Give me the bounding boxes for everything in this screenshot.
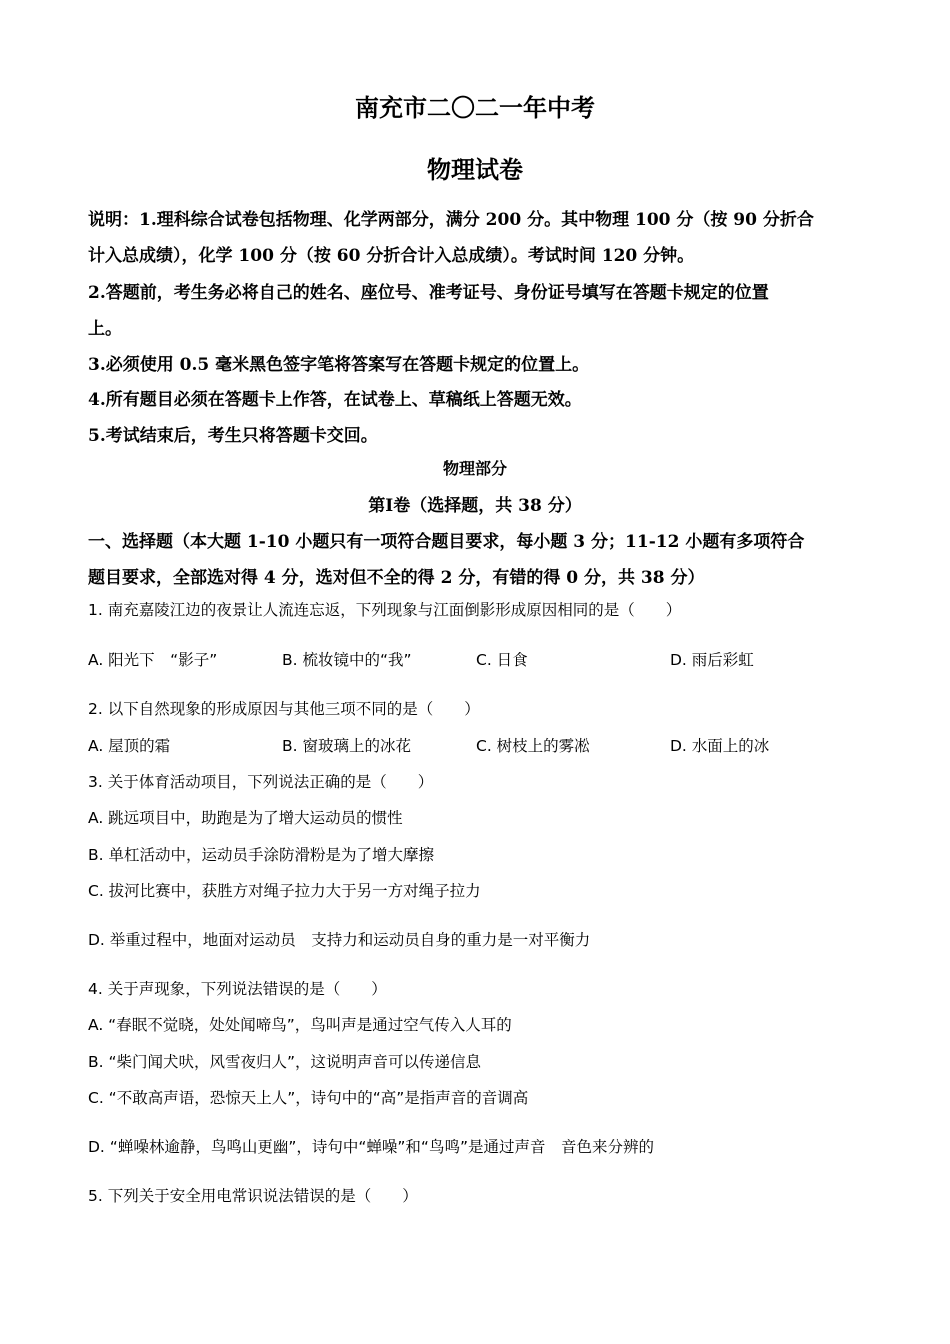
question-stem: 3. 关于体育活动项目，下列说法正确的是（ ）	[88, 773, 434, 791]
page-subtitle: 物理试卷	[427, 155, 523, 184]
question-stem: 2. 以下自然现象的形成原因与其他三项不同的是（ ）	[88, 700, 480, 718]
option-c: C. “不敢高声语，恐惊天上人”，诗句中的“高”是指声音的音调高	[88, 1089, 529, 1107]
option-c: C. 拔河比赛中，获胜方对绳子拉力大于另一方对绳子拉力	[88, 882, 481, 900]
instruction-line: 3.必须使用 0.5 毫米黑色签字笔将答案写在答题卡规定的位置上。	[88, 355, 590, 375]
option-c: C. 日食	[476, 651, 528, 669]
option-a: A. 阳光下 “影子”	[88, 651, 218, 669]
instruction-line: 计入总成绩），化学 100 分（按 60 分折合计入总成绩）。考试时间 120 分钟。	[88, 246, 695, 266]
section-heading: 一、选择题（本大题 1-10 小题只有一项符合题目要求，每小题 3 分；11-12 小题有多项符合	[88, 532, 805, 552]
option-a: A. “春眠不觉晓，处处闻啼鸟”，鸟叫声是通过空气传入人耳的	[88, 1016, 512, 1034]
option-b: B. “柴门闻犬吠，风雪夜归人”，这说明声音可以传递信息	[88, 1053, 482, 1071]
option-b: B. 单杠活动中，运动员手涂防滑粉是为了增大摩擦	[88, 846, 434, 864]
option-b: B. 窗玻璃上的冰花	[282, 737, 411, 755]
question-stem: 4. 关于声现象，下列说法错误的是（ ）	[88, 980, 387, 998]
instruction-line: 5.考试结束后，考生只将答题卡交回。	[88, 426, 378, 446]
page-title: 南充市二〇二一年中考	[355, 93, 595, 122]
section-part: 物理部分	[442, 459, 507, 478]
option-d: D. 举重过程中，地面对运动员 支持力和运动员自身的重力是一对平衡力	[88, 931, 591, 949]
option-c: C. 树枝上的雾凇	[476, 737, 590, 755]
section-heading: 题目要求，全部选对得 4 分，选对但不全的得 2 分，有错的得 0 分，共 38 分）	[88, 568, 705, 588]
instruction-line: 4.所有题目必须在答题卡上作答，在试卷上、草稿纸上答题无效。	[88, 390, 582, 410]
option-d: D. 水面上的冰	[670, 737, 770, 755]
instruction-line: 2.答题前，考生务必将自己的姓名、座位号、准考证号、身份证号填写在答题卡规定的位置	[88, 283, 769, 303]
question-stem: 5. 下列关于安全用电常识说法错误的是（ ）	[88, 1187, 418, 1205]
option-d: D. 雨后彩虹	[670, 651, 754, 669]
option-d: D. “蝉噪林逾静，鸟鸣山更幽”，诗句中“蝉噪”和“鸟鸣”是通过声音 音色来分辨的	[88, 1138, 654, 1156]
section-volume: 第Ⅰ卷（选择题，共 38 分）	[368, 496, 582, 516]
option-a: A. 跳远项目中，助跑是为了增大运动员的惯性	[88, 809, 403, 827]
option-b: B. 梳妆镜中的“我”	[282, 651, 412, 669]
instruction-line: 说明：1.理科综合试卷包括物理、化学两部分，满分 200 分。其中物理 100 分（按 90 分折合	[88, 210, 814, 230]
option-a: A. 屋顶的霜	[88, 737, 171, 755]
question-stem: 1. 南充嘉陵江边的夜景让人流连忘返，下列现象与江面倒影形成原因相同的是（ ）	[88, 601, 682, 619]
instruction-line: 上。	[88, 319, 122, 339]
